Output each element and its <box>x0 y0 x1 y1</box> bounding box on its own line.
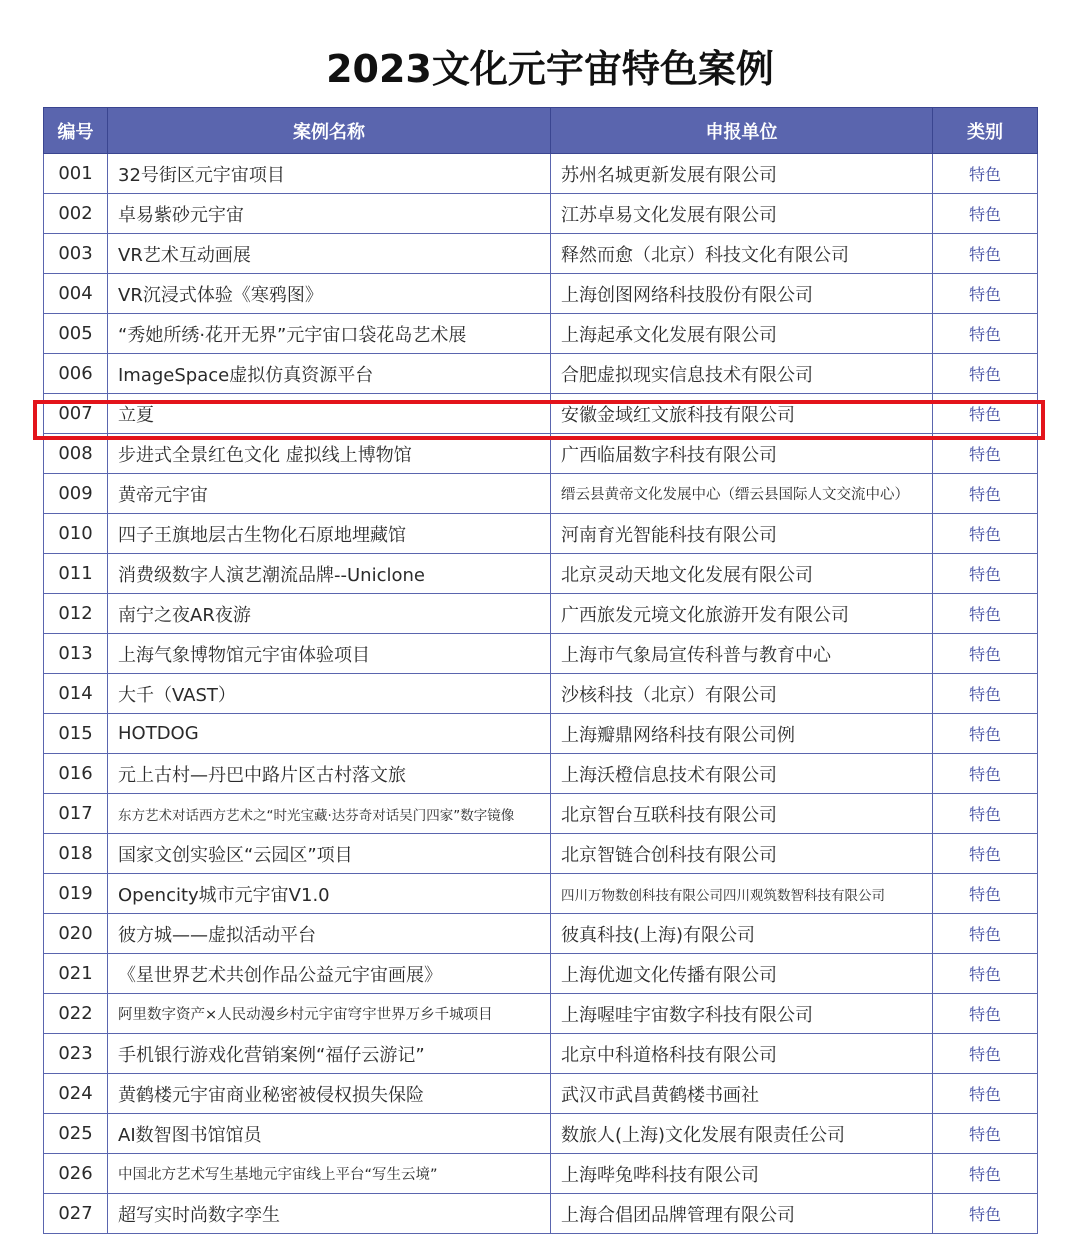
table-row <box>44 394 1038 434</box>
table-header-row <box>44 108 1038 154</box>
row-num: 020 <box>44 914 108 954</box>
row-type: 特色 <box>933 1154 1038 1194</box>
row-num: 005 <box>44 314 108 354</box>
row-unit: 安徽金域红文旅科技有限公司 <box>551 394 933 434</box>
row-num: 002 <box>44 194 108 234</box>
row-type: 特色 <box>933 674 1038 714</box>
table-row <box>44 274 1038 314</box>
row-name: 超写实时尚数字孪生 <box>108 1194 551 1234</box>
row-name: HOTDOG <box>108 714 551 754</box>
row-type: 特色 <box>933 314 1038 354</box>
row-num: 022 <box>44 994 108 1034</box>
row-type: 特色 <box>933 794 1038 834</box>
table-row <box>44 794 1038 834</box>
row-type: 特色 <box>933 754 1038 794</box>
row-name: VR沉浸式体验《寒鸦图》 <box>108 274 551 314</box>
row-num: 001 <box>44 154 108 194</box>
row-num: 007 <box>44 394 108 434</box>
row-unit: 上海创图网络科技股份有限公司 <box>551 274 933 314</box>
row-num: 023 <box>44 1034 108 1074</box>
row-type: 特色 <box>933 154 1038 194</box>
row-type: 特色 <box>933 954 1038 994</box>
row-name: 手机银行游戏化营销案例“福仔云游记” <box>108 1034 551 1074</box>
table-row <box>44 314 1038 354</box>
row-name: 黄鹤楼元宇宙商业秘密被侵权损失保险 <box>108 1074 551 1114</box>
row-name: Opencity城市元宇宙V1.0 <box>108 874 551 914</box>
row-num: 006 <box>44 354 108 394</box>
row-unit: 北京智链合创科技有限公司 <box>551 834 933 874</box>
table-row <box>44 434 1038 474</box>
row-num: 021 <box>44 954 108 994</box>
row-type: 特色 <box>933 1114 1038 1154</box>
row-unit: 江苏卓易文化发展有限公司 <box>551 194 933 234</box>
row-type: 特色 <box>933 914 1038 954</box>
row-unit: 上海瓣鼎网络科技有限公司例 <box>551 714 933 754</box>
row-type: 特色 <box>933 994 1038 1034</box>
row-type: 特色 <box>933 434 1038 474</box>
row-type: 特色 <box>933 514 1038 554</box>
table-row <box>44 834 1038 874</box>
row-num: 026 <box>44 1154 108 1194</box>
row-type: 特色 <box>933 834 1038 874</box>
table-row <box>44 954 1038 994</box>
row-num: 025 <box>44 1114 108 1154</box>
table-row <box>44 914 1038 954</box>
page-title: 2023文化元宇宙特色案例 <box>326 47 774 91</box>
table-row <box>44 874 1038 914</box>
table-row <box>44 1074 1038 1114</box>
row-name: 立夏 <box>108 394 551 434</box>
row-name: 国家文创实验区“云园区”项目 <box>108 834 551 874</box>
row-name: 元上古村—丹巴中路片区古村落文旅 <box>108 754 551 794</box>
table-row <box>44 1194 1038 1234</box>
row-name: 阿里数字资产×人民动漫乡村元宇宙穹宇世界万乡千城项目 <box>108 994 551 1034</box>
row-name: 《星世界艺术共创作品公益元宇宙画展》 <box>108 954 551 994</box>
row-unit: 沙核科技（北京）有限公司 <box>551 674 933 714</box>
row-num: 027 <box>44 1194 108 1234</box>
row-type: 特色 <box>933 1194 1038 1234</box>
header-unit: 申报单位 <box>551 108 933 154</box>
row-name: 南宁之夜AR夜游 <box>108 594 551 634</box>
row-unit: 上海沃橙信息技术有限公司 <box>551 754 933 794</box>
header-num: 编号 <box>44 108 108 154</box>
row-name: 消费级数字人演艺潮流品牌--Uniclone <box>108 554 551 594</box>
row-num: 017 <box>44 794 108 834</box>
table-row <box>44 714 1038 754</box>
row-num: 012 <box>44 594 108 634</box>
row-unit: 上海市气象局宣传科普与教育中心 <box>551 634 933 674</box>
row-name: 大千（VAST） <box>108 674 551 714</box>
header-name: 案例名称 <box>108 108 551 154</box>
row-unit: 上海优迦文化传播有限公司 <box>551 954 933 994</box>
row-type: 特色 <box>933 194 1038 234</box>
row-unit: 上海喔哇宇宙数字科技有限公司 <box>551 994 933 1034</box>
row-unit: 北京中科道格科技有限公司 <box>551 1034 933 1074</box>
row-unit: 释然而愈（北京）科技文化有限公司 <box>551 234 933 274</box>
row-name: AI数智图书馆馆员 <box>108 1114 551 1154</box>
row-type: 特色 <box>933 1074 1038 1114</box>
row-num: 004 <box>44 274 108 314</box>
row-name: 上海气象博物馆元宇宙体验项目 <box>108 634 551 674</box>
table-row <box>44 594 1038 634</box>
row-type: 特色 <box>933 714 1038 754</box>
row-unit: 缙云县黄帝文化发展中心（缙云县国际人文交流中心） <box>551 474 933 514</box>
row-type: 特色 <box>933 1034 1038 1074</box>
row-unit: 苏州名城更新发展有限公司 <box>551 154 933 194</box>
row-num: 024 <box>44 1074 108 1114</box>
row-unit: 上海起承文化发展有限公司 <box>551 314 933 354</box>
row-type: 特色 <box>933 594 1038 634</box>
row-unit: 北京智台互联科技有限公司 <box>551 794 933 834</box>
row-unit: 广西临届数字科技有限公司 <box>551 434 933 474</box>
row-name: 32号街区元宇宙项目 <box>108 154 551 194</box>
row-unit: 彼真科技(上海)有限公司 <box>551 914 933 954</box>
row-type: 特色 <box>933 274 1038 314</box>
row-num: 009 <box>44 474 108 514</box>
table-row <box>44 674 1038 714</box>
row-unit: 武汉市武昌黄鹤楼书画社 <box>551 1074 933 1114</box>
table-row <box>44 554 1038 594</box>
row-name: ImageSpace虚拟仿真资源平台 <box>108 354 551 394</box>
table-row <box>44 1154 1038 1194</box>
row-num: 019 <box>44 874 108 914</box>
row-unit: 上海哔兔哔科技有限公司 <box>551 1154 933 1194</box>
table-row <box>44 514 1038 554</box>
row-name: 中国北方艺术写生基地元宇宙线上平台“写生云境” <box>108 1154 551 1194</box>
row-name: 四子王旗地层古生物化石原地埋藏馆 <box>108 514 551 554</box>
row-type: 特色 <box>933 634 1038 674</box>
table-row <box>44 154 1038 194</box>
header-type: 类别 <box>933 108 1038 154</box>
row-name: 黄帝元宇宙 <box>108 474 551 514</box>
row-type: 特色 <box>933 474 1038 514</box>
row-num: 003 <box>44 234 108 274</box>
row-type: 特色 <box>933 354 1038 394</box>
table-row <box>44 474 1038 514</box>
table-row <box>44 234 1038 274</box>
table-row <box>44 1114 1038 1154</box>
row-unit: 四川万物数创科技有限公司四川观筑数智科技有限公司 <box>551 874 933 914</box>
row-type: 特色 <box>933 234 1038 274</box>
row-unit: 广西旅发元境文化旅游开发有限公司 <box>551 594 933 634</box>
row-num: 011 <box>44 554 108 594</box>
row-unit: 河南育光智能科技有限公司 <box>551 514 933 554</box>
table-body <box>44 154 1038 1234</box>
row-name: 彼方城——虚拟活动平台 <box>108 914 551 954</box>
table-row <box>44 754 1038 794</box>
row-unit: 合肥虚拟现实信息技术有限公司 <box>551 354 933 394</box>
table-row <box>44 994 1038 1034</box>
row-num: 013 <box>44 634 108 674</box>
row-num: 008 <box>44 434 108 474</box>
table-row <box>44 634 1038 674</box>
row-name: VR艺术互动画展 <box>108 234 551 274</box>
table-row <box>44 354 1038 394</box>
row-num: 018 <box>44 834 108 874</box>
row-unit: 上海合倡团品牌管理有限公司 <box>551 1194 933 1234</box>
row-unit: 北京灵动天地文化发展有限公司 <box>551 554 933 594</box>
row-type: 特色 <box>933 394 1038 434</box>
row-num: 010 <box>44 514 108 554</box>
row-name: 步进式全景红色文化 虚拟线上博物馆 <box>108 434 551 474</box>
row-num: 014 <box>44 674 108 714</box>
row-type: 特色 <box>933 874 1038 914</box>
row-name: “秀她所绣·花开无界”元宇宙口袋花岛艺术展 <box>108 314 551 354</box>
row-unit: 数旅人(上海)文化发展有限责任公司 <box>551 1114 933 1154</box>
table-row <box>44 1034 1038 1074</box>
cases-table <box>43 107 1038 1234</box>
table-row <box>44 194 1038 234</box>
row-type: 特色 <box>933 554 1038 594</box>
row-num: 015 <box>44 714 108 754</box>
row-name: 卓易紫砂元宇宙 <box>108 194 551 234</box>
row-num: 016 <box>44 754 108 794</box>
row-name: 东方艺术对话西方艺术之“时光宝藏·达芬奇对话吴门四家”数字镜像 <box>108 794 551 834</box>
